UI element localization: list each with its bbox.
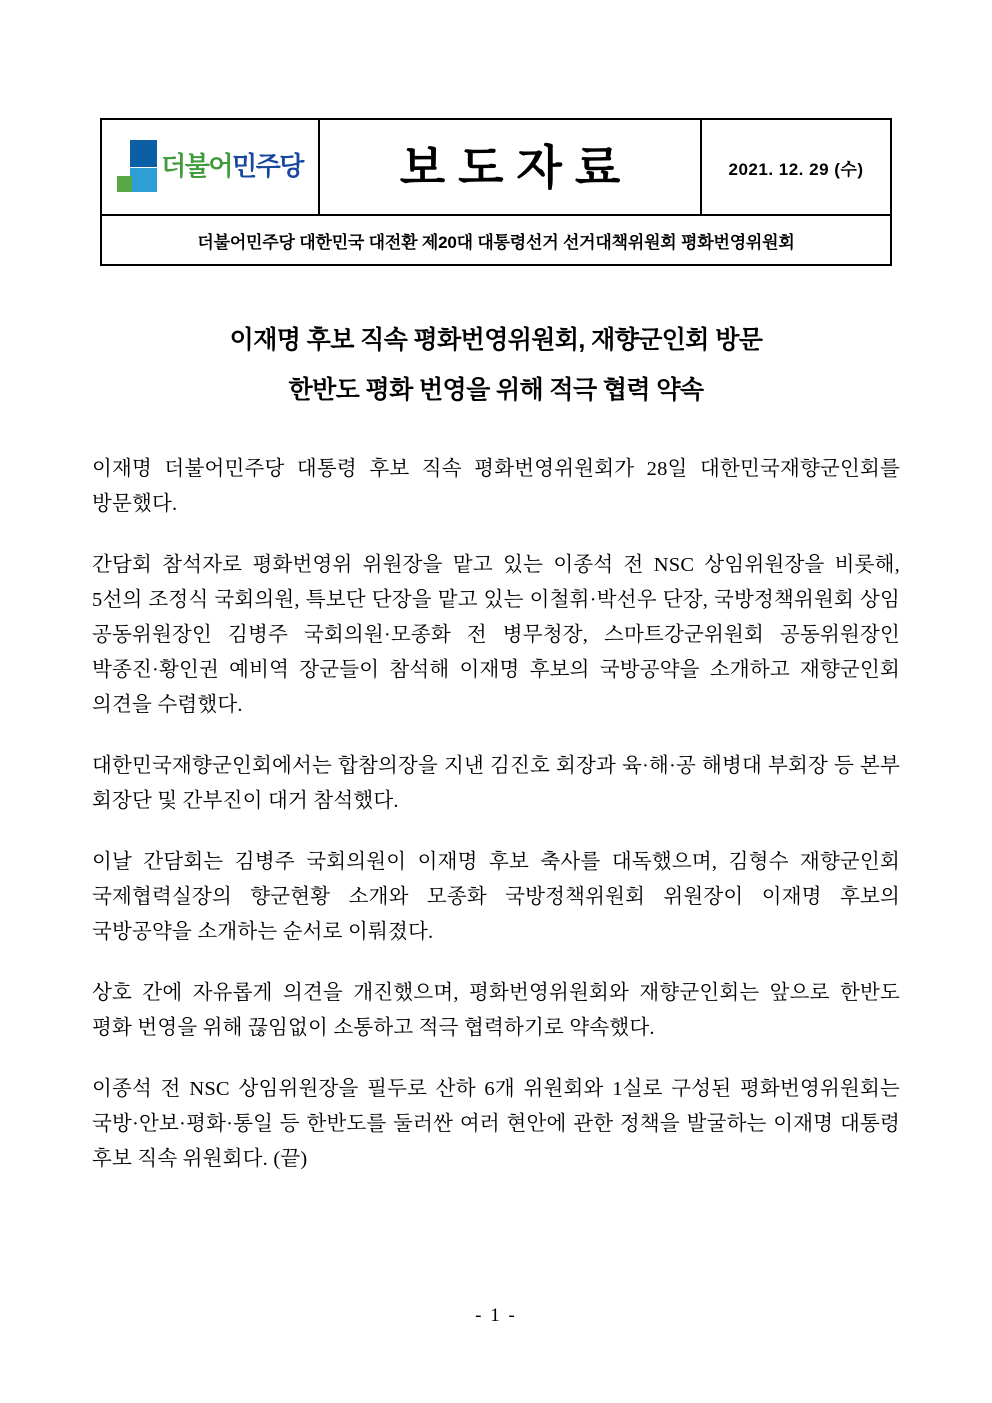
press-release-header bbox=[100, 118, 892, 266]
header-title-cell bbox=[320, 120, 702, 214]
press-release-title: 보도자료 bbox=[399, 140, 634, 194]
body-paragraph: 대한민국재향군인회에서는 합참의장을 지낸 김진호 회장과 육·해·공 해병대 부회장 등 본부 회장단 및 간부진이 대거 참석했다. bbox=[92, 755, 900, 812]
document-title bbox=[100, 315, 892, 415]
body-paragraph: 상호 간에 자유롭게 의견을 개진했으며, 평화번영위원회와 재향군인회는 앞으로 한반도 평화 번영을 위해 끊임없이 소통하고 적극 협력하기로 약속했다. bbox=[92, 982, 900, 1039]
democratic-party-logo-icon bbox=[117, 140, 157, 192]
body-paragraph: 이재명 더불어민주당 대통령 후보 직속 평화번영위원회가 28일 대한민국재향군인회를 방문했다. bbox=[92, 458, 900, 515]
party-logo bbox=[117, 140, 303, 192]
header-top-row bbox=[102, 120, 890, 214]
party-logo-text-part2: 민주당 bbox=[232, 151, 303, 181]
header-subtitle-row bbox=[102, 214, 890, 264]
document-body bbox=[92, 452, 900, 1203]
header-date-cell bbox=[702, 120, 890, 214]
body-paragraph: 간담회 참석자로 평화번영위 위원장을 맡고 있는 이종석 전 NSC 상임위원장을 비롯해, 5선의 조정식 국회의원, 특보단 단장을 맡고 있는 이철휘·박선우 단장, 국방정책위원회 상임 공동위원장인 김병주 국회의원·모종화 전 병무청장, 스마트강군위원회 공동위원장인 박종진·황인권 예비역 장군들이 참석해 이재명 후보의 국방공약을 소개하고 재향군인회 의견을 수렴했다. bbox=[92, 554, 900, 716]
party-logo-text-part1: 더불어 bbox=[161, 151, 232, 181]
header-logo-cell bbox=[102, 120, 320, 214]
document-title-line2: 한반도 평화 번영을 위해 적극 협력 약속 bbox=[288, 376, 704, 404]
header-subtitle: 더불어민주당 대한민국 대전환 제20대 대통령선거 선거대책위원회 평화번영위원회 bbox=[197, 232, 795, 252]
body-paragraph: 이날 간담회는 김병주 국회의원이 이재명 후보 축사를 대독했으며, 김형수 재향군인회 국제협력실장의 향군현황 소개와 모종화 국방정책위원회 위원장이 이재명 후보의 국방공약을 소개하는 순서로 이뤄졌다. bbox=[92, 851, 900, 943]
document-title-line1: 이재명 후보 직속 평화번영위원회, 재향군인회 방문 bbox=[229, 326, 763, 354]
party-logo-text bbox=[161, 153, 303, 179]
page-number: - 1 - bbox=[475, 1305, 517, 1326]
body-paragraph: 이종석 전 NSC 상임위원장을 필두로 산하 6개 위원회와 1실로 구성된 평화번영위원회는 국방·안보·평화·통일 등 한반도를 둘러싼 여러 현안에 관한 정책을 발굴하는 이재명 대통령 후보 직속 위원회다. (끝) bbox=[92, 1078, 900, 1170]
press-release-date: 2021. 12. 29 (수) bbox=[728, 159, 864, 179]
